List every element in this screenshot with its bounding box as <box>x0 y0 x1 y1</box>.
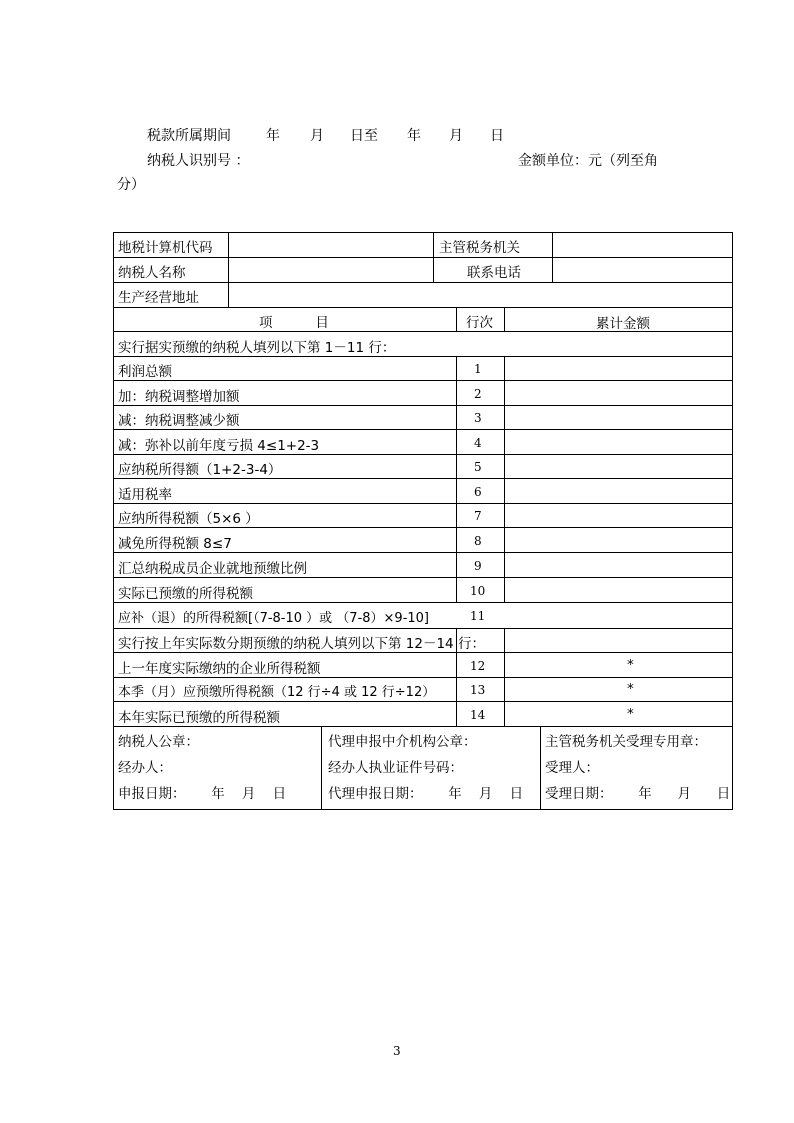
period-year-2: 年 <box>407 128 421 144</box>
row-label: 减：纳税调整减少额 <box>118 413 240 429</box>
row-line-number: 12 <box>470 659 486 673</box>
row-line-number: 8 <box>474 534 482 548</box>
amount-unit-label: 金额单位：元（列至角 <box>518 153 658 169</box>
row-label: 上一年度实际缴纳的企业所得税额 <box>118 661 321 677</box>
row-line-number: 7 <box>474 509 482 523</box>
row-label: 加：纳税调整增加额 <box>118 389 240 405</box>
row-line-number: 14 <box>470 708 486 722</box>
tax-period-line <box>147 125 527 145</box>
row-label: 应补（退）的所得税额[（7-8-10 ）或 （7-8）×9-10] <box>118 611 430 626</box>
declaration-date-label: 申报日期： 年 月 日 <box>118 786 287 802</box>
agent-seal-label: 代理申报中介机构公章： <box>328 734 477 750</box>
row-label: 应纳所得税额（5×6 ） <box>118 511 259 527</box>
phone-label: 联系电话 <box>467 265 521 281</box>
row-line-number: 13 <box>470 683 486 697</box>
section-1-heading: 实行据实预缴的纳税人填列以下第 1－11 行： <box>118 340 396 356</box>
row-label: 本年实际已预缴的所得税额 <box>118 710 280 726</box>
row-label: 汇总纳税成员企业就地预缴比例 <box>118 561 307 577</box>
col-header-amount: 累计金额 <box>596 316 650 332</box>
col-header-line: 行次 <box>466 315 493 331</box>
row-line-number: 3 <box>474 411 482 425</box>
amount-unit-label-cont: 分） <box>117 177 145 193</box>
section-2-heading: 实行按上年实际数分期预缴的纳税人填列以下第 12－14 行： <box>118 636 485 652</box>
taxpayer-seal-label: 纳税人公章： <box>118 734 199 750</box>
taxpayer-handler-label: 经办人： <box>118 760 172 776</box>
period-day-to: 日至 <box>350 128 378 144</box>
row-amount: * <box>627 681 634 697</box>
row-line-number: 2 <box>474 387 482 401</box>
agent-license-label: 经办人执业证件号码： <box>328 760 463 776</box>
row-line-number: 11 <box>470 609 486 623</box>
row-label: 应纳税所得额（1+2-3-4） <box>118 462 282 478</box>
row-label: 利润总额 <box>118 364 172 380</box>
row-label: 本季（月）应预缴所得税额（12 行÷4 或 12 行÷12） <box>118 685 436 700</box>
address-label: 生产经营地址 <box>118 290 199 306</box>
row-line-number: 6 <box>474 485 482 499</box>
period-day-2: 日 <box>490 128 504 144</box>
col-header-item: 项 目 <box>259 315 329 331</box>
tax-office-label: 主管税务机关 <box>439 240 520 256</box>
tax-return-table <box>113 232 733 810</box>
row-line-number: 9 <box>474 559 482 573</box>
row-label: 减免所得税额 8≤7 <box>118 536 232 552</box>
taxpayer-id-label: 纳税人识别号 ： <box>147 153 250 169</box>
period-month-2: 月 <box>449 128 463 144</box>
row-line-number: 5 <box>474 460 482 474</box>
period-month-1: 月 <box>310 128 324 144</box>
tax-code-label: 地税计算机代码 <box>118 240 213 256</box>
receiver-label: 受理人： <box>545 760 599 776</box>
row-line-number: 1 <box>474 362 482 376</box>
row-amount: * <box>627 706 634 722</box>
row-line-number: 10 <box>470 584 486 598</box>
row-line-number: 4 <box>474 436 482 450</box>
receipt-date-label: 受理日期： 年 月 日 <box>545 786 731 802</box>
taxpayer-name-label: 纳税人名称 <box>118 265 186 281</box>
page-number: 3 <box>393 1044 401 1058</box>
tax-office-seal-label: 主管税务机关受理专用章： <box>545 734 707 750</box>
row-amount: * <box>627 657 634 673</box>
period-year-1: 年 <box>266 128 280 144</box>
row-label: 适用税率 <box>118 487 172 503</box>
agent-date-label: 代理申报日期： 年 月 日 <box>328 786 524 802</box>
tax-period-label: 税款所属期间 <box>147 128 231 144</box>
row-label: 实际已预缴的所得税额 <box>118 586 253 602</box>
row-label: 减：弥补以前年度亏损 4≤1+2-3 <box>118 438 320 454</box>
